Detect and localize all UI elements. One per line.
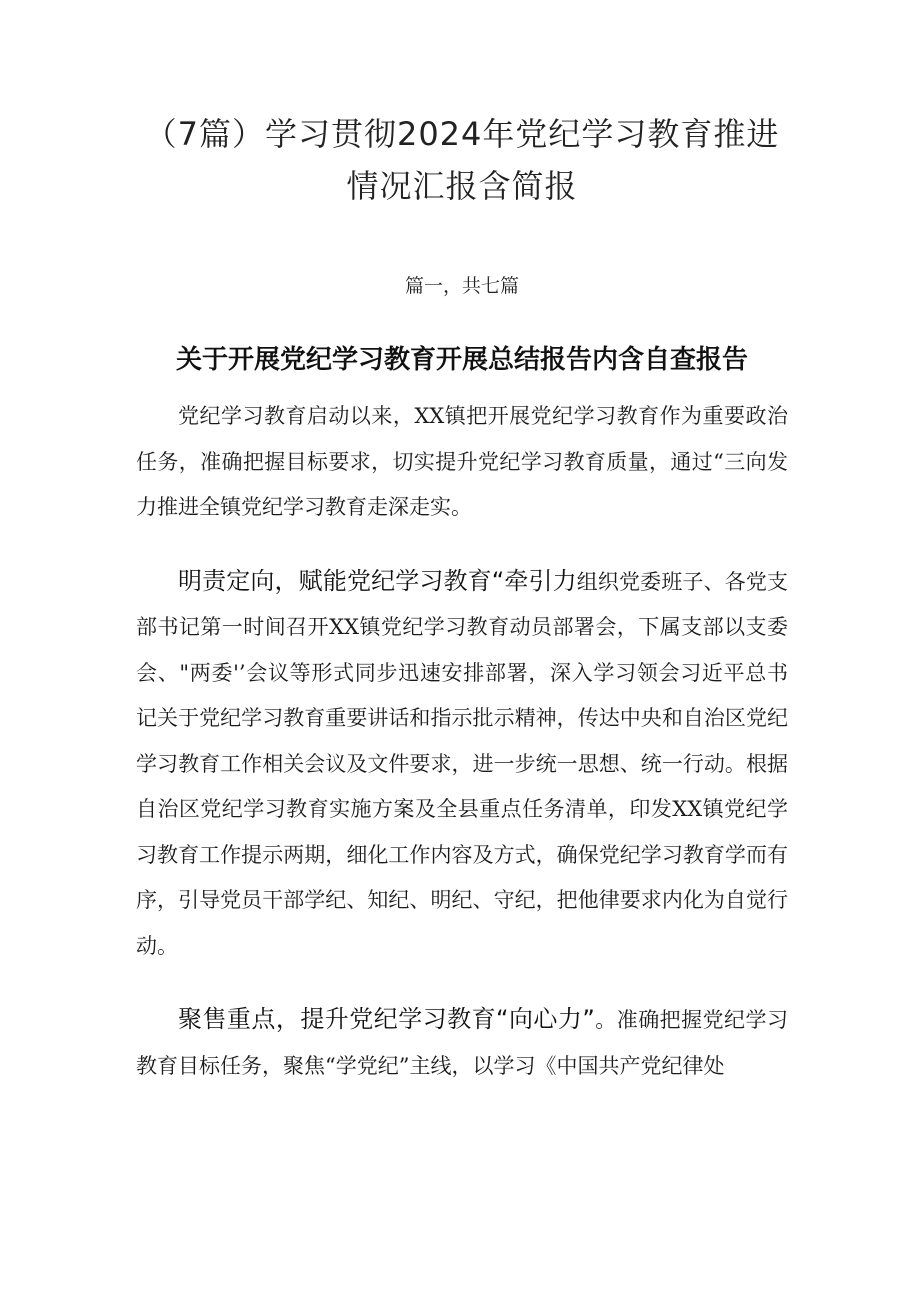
section-label: 篇一，共七篇 (404, 275, 519, 297)
document-title: （7篇）学习贯彻2024年党纪学习教育推进情况汇报含简报 (144, 115, 780, 205)
report-subtitle: 关于开展党纪学习教育开展总结报告内含自查报告 (175, 345, 748, 375)
intro-paragraph: 党纪学习教育启动以来，XX镇把开展党纪学习教育作为重要政治任务，准确把握目标要求，切实提升党纪学习教育质量，通过“三向发力推进全镇党纪学习教育走深走实。 (136, 404, 788, 519)
paragraph-2-lead: 聚售重点，提升党纪学习教育“向心力” (178, 1005, 595, 1033)
paragraph-2-body: 。准确把握党纪学习教育目标任务，聚焦“学党纪”主线，以学习《中国共产党纪律处 (136, 1008, 788, 1078)
paragraph-1-body: 组织党委班子、各党支部书记第一时间召开XX镇党纪学习教育动员部署会，下属支部以支委会、"两委'’会议等形式同步迅速安排部署，深入学习领会习近平总书记关于党纪学习教育重要讲话和指示批示精神，传达中央和自治区党纪学习教育工作相关会议及文件要求，进一步统一思想、统一行动。根据自治区党纪学习教育实施方案及全县重点任务清单，印发XX镇党纪学习教育工作提示两期，细化工作内容及方式，确保党纪学习教育学而有序，引导党员干部学纪、知纪、明纪、守纪，把他律要求内化为自觉行动。 (136, 569, 788, 958)
paragraph-1-lead: 明责定向，赋能党纪学习教育“牵引力 (178, 566, 577, 595)
paragraph-2 (136, 997, 788, 1089)
paragraph-1 (136, 559, 788, 970)
